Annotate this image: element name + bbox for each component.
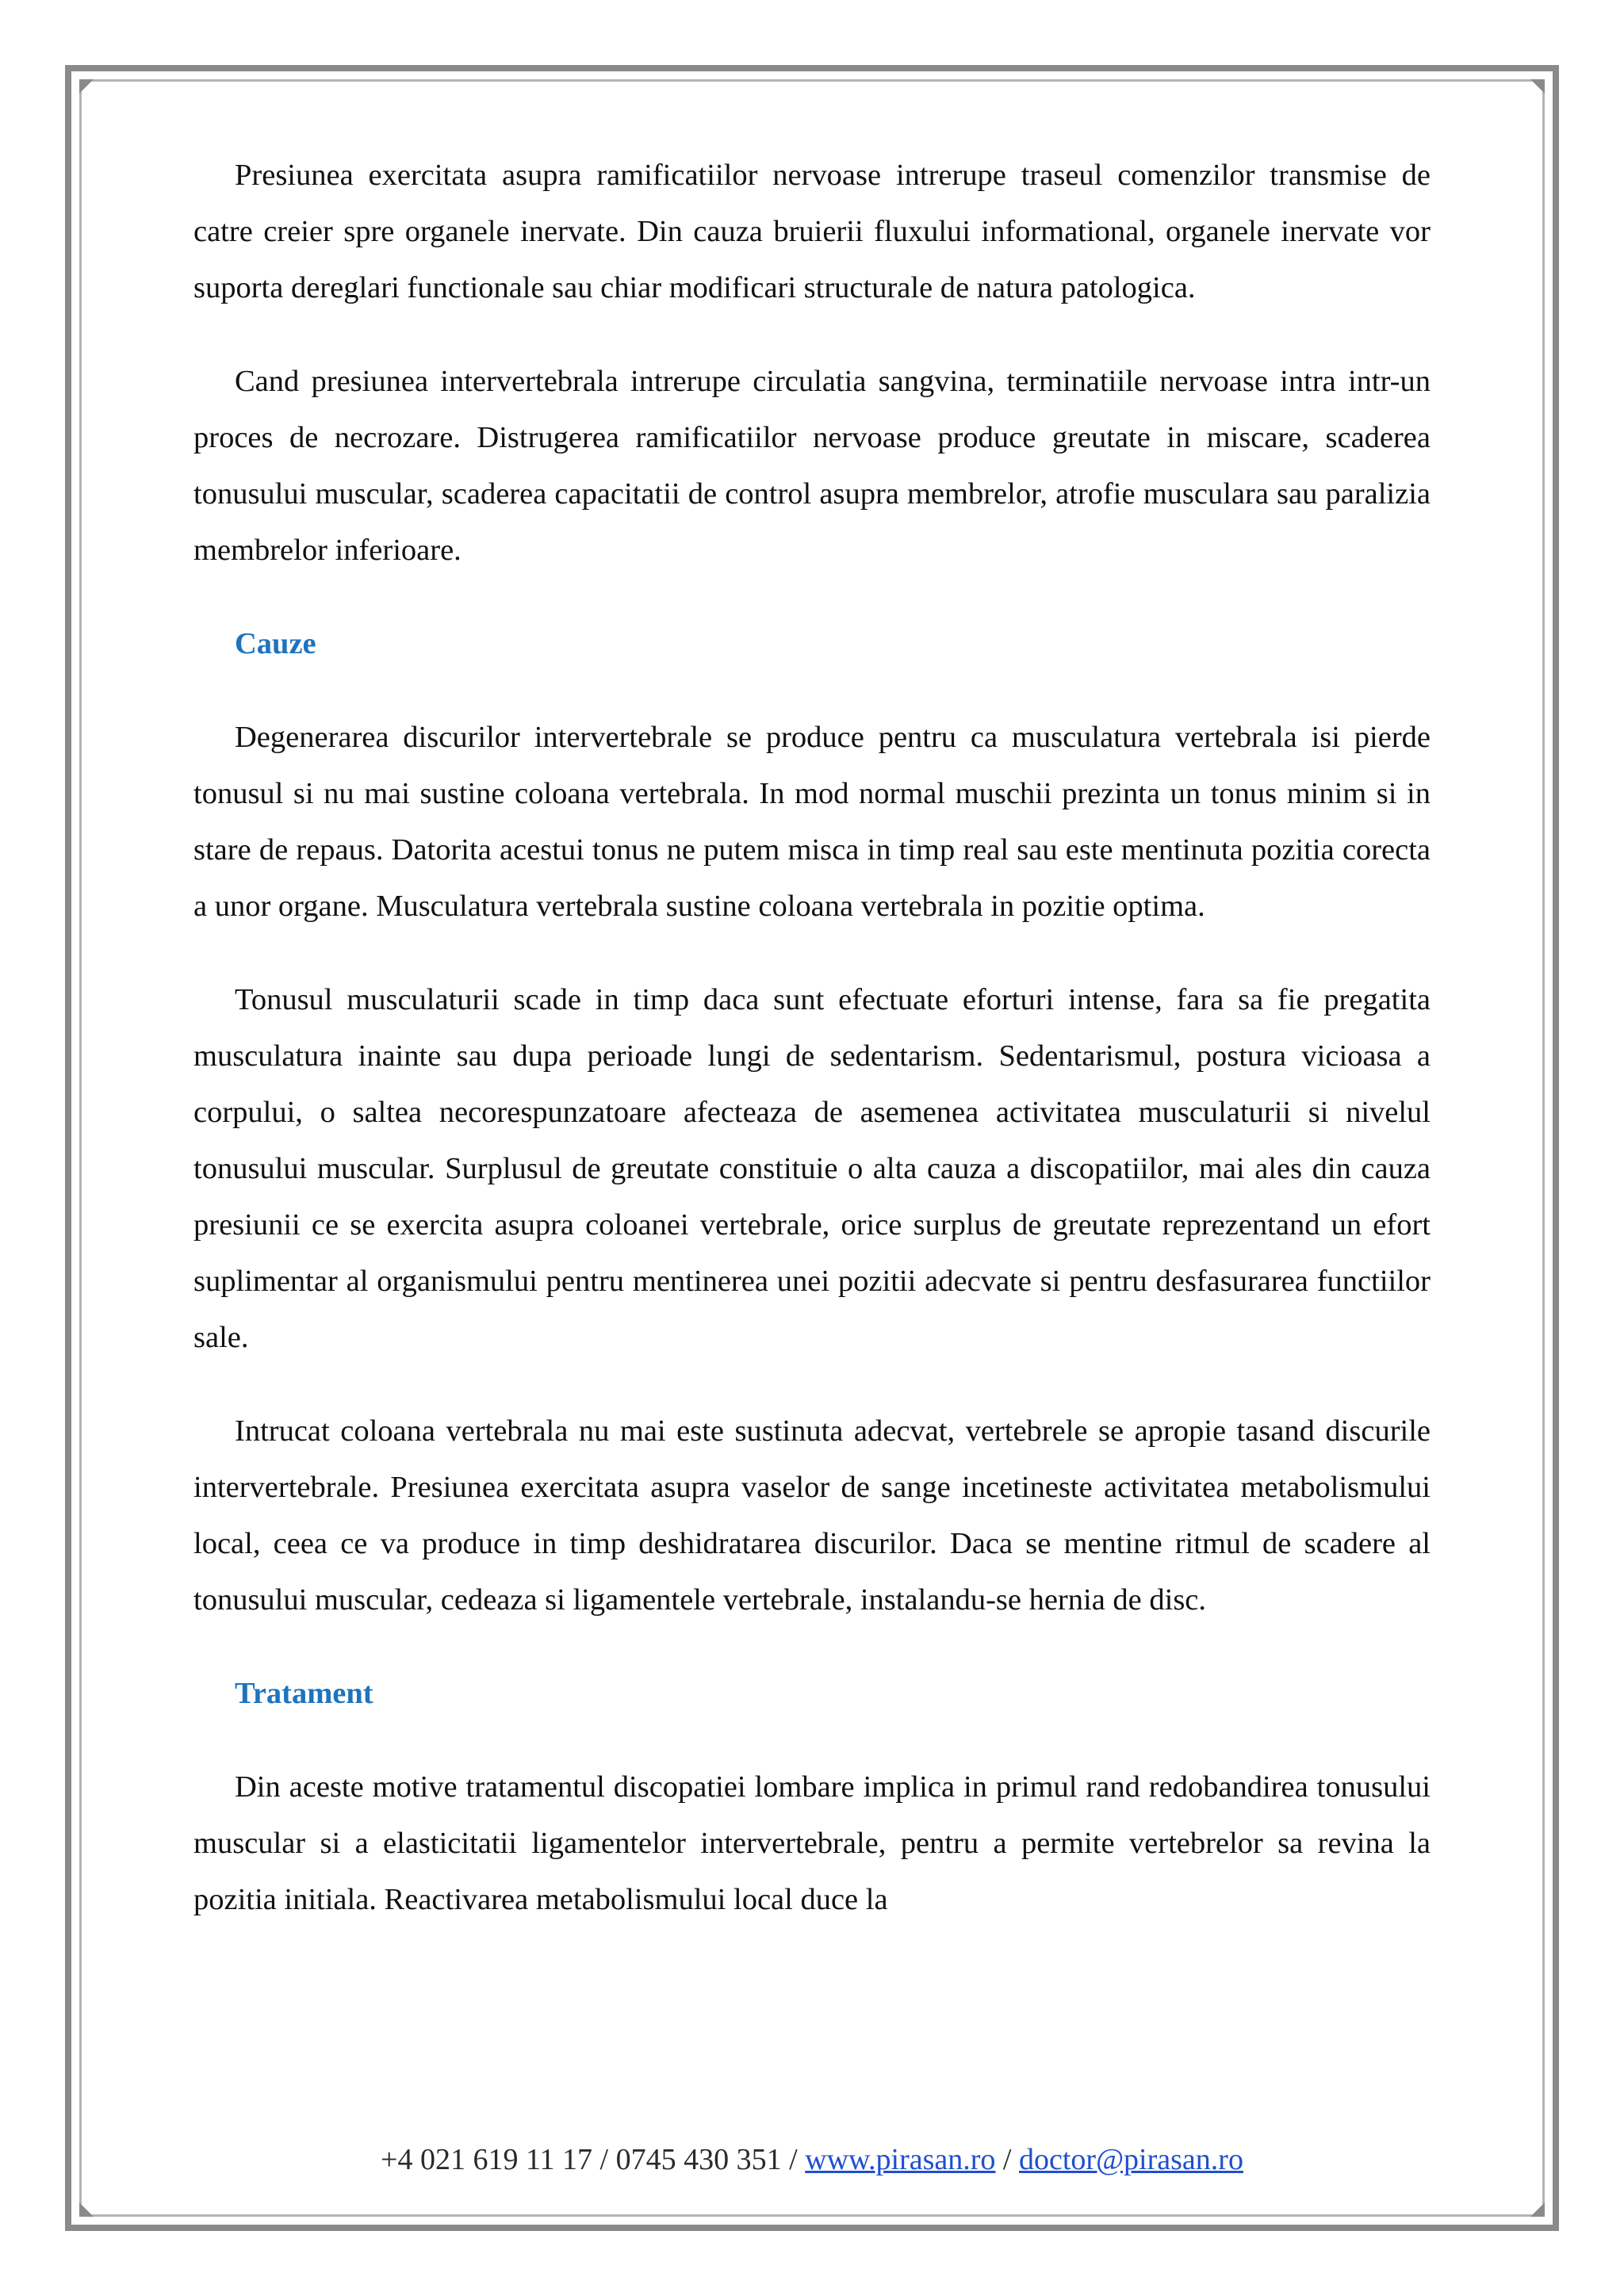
footer-separator: / (1002, 2143, 1012, 2176)
paragraph: Intrucat coloana vertebrala nu mai este sustinuta adecvat, vertebrele se apropie tasand discurile intervertebrale. Presiunea exercitata asupra vaselor de sange incetineste activitatea metabolismului local, ceea ce va produce in timp deshidratarea discurilor. Daca se mentine ritmul de scadere al tonusului muscular, cedeaza si ligamentele vertebrale, instalandu-se hernia de disc. (193, 1414, 1431, 1617)
paragraph: Cand presiunea intervertebrala intrerupe circulatia sangvina, terminatiile nervoase intra intr-un proces de necrozare. Distrugerea ramificatiilor nervoase produce greutate in miscare, scaderea tonusului muscular, scaderea capacitatii de control asupra membrelor, atrofie musculara sau paralizia membrelor inferioare. (193, 365, 1431, 567)
paragraph: Degenerarea discurilor intervertebrale se produce pentru ca musculatura vertebrala isi pierde tonusul si nu mai sustine coloana vertebrala. In mod normal muschii prezinta un tonus minim si in stare de repaus. Datorita acestui tonus ne putem misca in timp real sau este mentinuta pozitia corecta a unor organe. Musculatura vertebrala sustine coloana vertebrala in pozitie optima. (193, 721, 1431, 923)
corner-ornament-top-right (1530, 79, 1545, 94)
footer-website-link[interactable]: www.pirasan.ro (805, 2143, 996, 2176)
paragraph: Presiunea exercitata asupra ramificatiilor nervoase intrerupe traseul comenzilor transmise de catre creier spre organele inervate. Din cauza bruierii fluxului informational, organele inervate vor suporta dereglari functionale sau chiar modificari structurale de natura patologica. (193, 159, 1431, 304)
corner-ornament-top-left (79, 79, 94, 94)
corner-ornament-bottom-left (79, 2202, 94, 2217)
page-footer (0, 2142, 1624, 2177)
document-body (193, 147, 1431, 1965)
section-heading-tratament: Tratament (235, 1677, 373, 1710)
section-heading-cauze: Cauze (235, 627, 316, 660)
footer-phones: +4 021 619 11 17 / 0745 430 351 / (381, 2143, 798, 2176)
corner-ornament-bottom-right (1530, 2202, 1545, 2217)
paragraph: Din aceste motive tratamentul discopatiei lombare implica in primul rand redobandirea tonusului muscular si a elasticitatii ligamentelor intervertebrale, pentru a permite vertebrelor sa revina la pozitia initiala. Reactivarea metabolismului local duce la (193, 1770, 1431, 1916)
footer-email-link[interactable]: doctor@pirasan.ro (1018, 2143, 1243, 2176)
paragraph: Tonusul musculaturii scade in timp daca sunt efectuate eforturi intense, fara sa fie pregatita musculatura inainte sau dupa perioade lungi de sedentarism. Sedentarismul, postura vicioasa a corpului, o saltea necorespunzatoare afecteaza de asemenea activitatea musculaturii si nivelul tonusului muscular. Surplusul de greutate constituie o alta cauza a discopatiilor, mai ales din cauza presiunii ce se exercita asupra coloanei vertebrale, orice surplus de greutate reprezentand un efort suplimentar al organismului pentru mentinerea unei pozitii adecvate si pentru desfasurarea functiilor sale. (193, 983, 1431, 1354)
